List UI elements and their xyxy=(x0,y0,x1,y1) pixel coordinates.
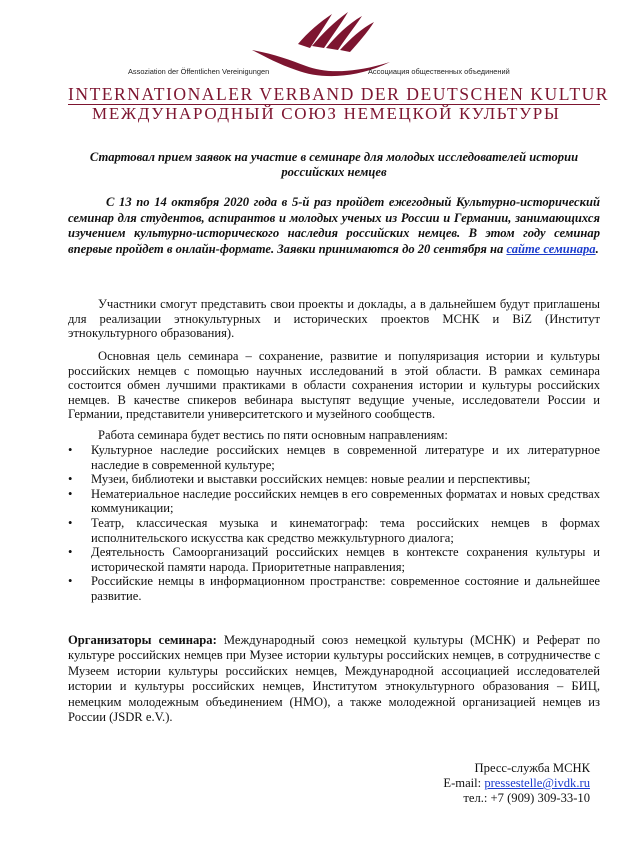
article-lead xyxy=(68,195,600,257)
bullet-icon: • xyxy=(68,515,73,530)
direction-text: Культурное наследие российских немцев в современной литературе и их литературное наследие в современной культуре; xyxy=(91,443,600,472)
list-item xyxy=(68,574,600,603)
organizers-text: Международный союз немецкой культуры (МСНК) и Реферат по культуре российских немцев при Музее истории культуры российских немцев, в сотрудничестве с Музеем истории культуры российских немцев, Международной ассоциацией исследователей истории и культуры российских немцев, Институтом этнокультурного образования – БИЦ, немецким молодежным объединением (НМО), а также молодежной организацией немцев из России (JSDR e.V.). xyxy=(68,633,600,725)
paragraph-directions-intro: Работа семинара будет вестись по пяти основным направлениям: xyxy=(98,428,448,442)
press-contacts xyxy=(443,761,590,806)
directions-list xyxy=(68,443,600,604)
association-name-de: Assoziation der Öffentlichen Vereinigungen xyxy=(128,67,270,76)
lead-end: . xyxy=(595,241,599,256)
organizers-paragraph xyxy=(68,633,600,725)
seminar-site-link[interactable]: сайте семинара xyxy=(506,241,596,256)
article-headline: Стартовал прием заявок на участие в семинаре для молодых исследователей истории российских немцев xyxy=(89,150,579,179)
org-title-ru: МЕЖДУНАРОДНЫЙ СОЮЗ НЕМЕЦКОЙ КУЛЬТУРЫ xyxy=(92,104,561,123)
email-label: E-mail: xyxy=(443,776,485,790)
direction-text: Музеи, библиотеки и выставки российских немцев: новые реалии и перспективы; xyxy=(91,472,531,487)
email-link[interactable]: pressestelle@ivdk.ru xyxy=(484,776,590,790)
association-name-ru: Ассоциация общественных объединений xyxy=(368,67,510,76)
list-item xyxy=(68,472,600,487)
list-item xyxy=(68,487,600,516)
paragraph-participants: Участники смогут представить свои проекты и доклады, а в дальнейшем будут приглашены для реализации этнокультурных и исторических проектов МСНК и BiZ (Институт этнокультурного образования). xyxy=(68,297,600,341)
bullet-icon: • xyxy=(68,545,73,560)
bullet-icon: • xyxy=(68,486,73,501)
list-item xyxy=(68,516,600,545)
email-line xyxy=(443,776,590,791)
bullet-icon: • xyxy=(68,472,73,487)
bullet-icon: • xyxy=(68,443,73,457)
direction-text: Российские немцы в информационном пространстве: современное состояние и дальнейшее развитие. xyxy=(91,574,600,603)
org-title-de: INTERNATIONALER VERBAND DER DEUTSCHEN KULTUR xyxy=(68,84,610,104)
list-item xyxy=(68,545,600,574)
direction-text: Театр, классическая музыка и кинематограф: тема российских немцев в формах исполнительского искусства как средство межкультурного диалога; xyxy=(91,515,600,545)
bullet-icon: • xyxy=(68,574,73,589)
phone-line: тел.: +7 (909) 309-33-10 xyxy=(463,791,590,805)
list-item xyxy=(68,443,600,472)
paragraph-goal: Основная цель семинара – сохранение, развитие и популяризация истории и культуры российских немцев с помощью научных исследований в этой области. В рамках семинара состоится обмен лучшими практиками в области сохранения истории и культуры российских немцев. В качестве спикеров вебинара выступят ведущие ученые, исследователи России и Германии, представители университетского и музейного сообществ. xyxy=(68,349,600,422)
lead-text: С 13 по 14 октября 2020 года в 5-й раз пройдет ежегодный Культурно-исторический семинар для студентов, аспирантов и молодых ученых из России и Германии, занимающихся изучением культурно-исторического наследия российских немцев. В этом году семинар впервые пройдет в онлайн-формате. Заявки принимаются до 20 сентября на xyxy=(68,195,600,256)
direction-text: Деятельность Самоорганизаций российских немцев в контексте сохранения культуры и исторической памяти народа. Приоритетные направления; xyxy=(91,545,600,574)
direction-text: Нематериальное наследие российских немцев в его современных форматах и новых средствах коммуникации; xyxy=(91,486,600,516)
organizers-label: Организаторы семинара: xyxy=(68,633,217,647)
press-service: Пресс-служба МСНК xyxy=(474,761,590,775)
